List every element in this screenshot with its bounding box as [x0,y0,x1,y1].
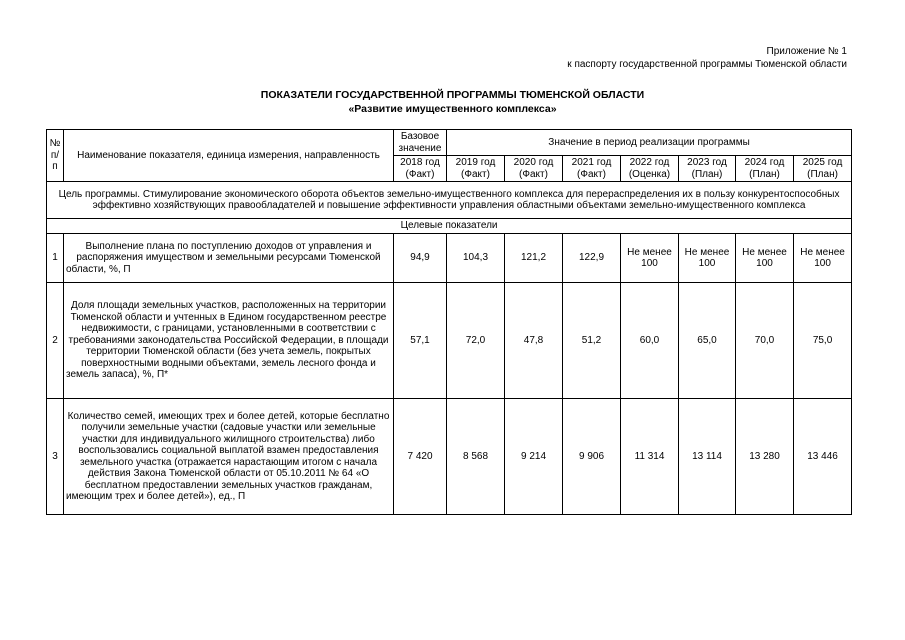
row-num: 1 [47,234,64,283]
program-goal: Цель программы. Стимулирование экономического оборота объектов земельно-имущественного комплекса для перераспределения их в пользу конкурентоспособных эффективно хозяйствующих правообладателей и повышение эффективности управления областными объектами земельно-имущественного комплекса [47,182,852,219]
header-year: 2021 год (Факт) [563,156,621,182]
header-year: 2022 год (Оценка) [621,156,679,182]
header-year: 2019 год (Факт) [447,156,505,182]
value-cell: 121,2 [505,234,563,283]
title-line-1: ПОКАЗАТЕЛИ ГОСУДАРСТВЕННОЙ ПРОГРАММЫ ТЮМЕНСКОЙ ОБЛАСТИ [260,89,645,101]
value-cell: 122,9 [563,234,621,283]
value-cell: 104,3 [447,234,505,283]
value-cell: 8 568 [447,399,505,515]
header-num: № п/п [47,130,64,182]
row-num: 3 [47,399,64,515]
table-row [47,283,852,399]
table-row [47,234,852,283]
section-row [47,219,852,234]
value-cell: 13 114 [679,399,736,515]
value-cell: Не менее 100 [736,234,794,283]
value-cell: 65,0 [679,283,736,399]
appendix-line-1: Приложение № 1 [766,46,847,57]
value-cell: 57,1 [394,283,447,399]
value-cell: 11 314 [621,399,679,515]
indicators-table [46,129,852,515]
value-cell: 70,0 [736,283,794,399]
table-row [47,399,852,515]
value-cell: 13 446 [794,399,852,515]
indicator-name: Доля площади земельных участков, расположенных на территории Тюменской области и учтенных в Едином государственном реестре недвижимости, с границами, установленными в соответствии с требованиями законодательства Российской Федерации, в площади территории Тюменской области (без учета земель, покрытых поверхностными водными объектами, земель лесного фонда и земель запаса), %, П* [64,283,394,399]
document-title [0,88,905,116]
value-cell: 9 906 [563,399,621,515]
value-cell: 51,2 [563,283,621,399]
header-year: 2024 год (План) [736,156,794,182]
value-cell: Не менее 100 [679,234,736,283]
header-year: 2023 год (План) [679,156,736,182]
indicator-name: Выполнение плана по поступлению доходов от управления и распоряжения имуществом и земельными ресурсами Тюменской области, %, П [64,234,394,283]
title-line-2: «Развитие имущественного комплекса» [348,103,557,115]
value-cell: 9 214 [505,399,563,515]
section-title: Целевые показатели [47,219,852,234]
header-row-1 [47,130,852,156]
value-cell: 7 420 [394,399,447,515]
appendix-note [567,45,847,71]
value-cell: Не менее 100 [621,234,679,283]
header-year: 2025 год (План) [794,156,852,182]
header-year: 2020 год (Факт) [505,156,563,182]
header-period: Значение в период реализации программы [447,130,852,156]
header-name: Наименование показателя, единица измерения, направленность [64,130,394,182]
value-cell: Не менее 100 [794,234,852,283]
indicator-name: Количество семей, имеющих трех и более детей, которые бесплатно получили земельные участки (садовые участки или земельные участки для индивидуального жилищного строительства) либо воспользовались социальной выплатой взамен предоставления земельного участка (отражается нарастающим итогом с начала действия Закона Тюменской области от 05.10.2011 № 64 «О бесплатном предоставлении земельных участков гражданам, имеющим трех и более детей»), ед., П [64,399,394,515]
appendix-line-2: к паспорту государственной программы Тюменской области [567,59,847,70]
value-cell: 47,8 [505,283,563,399]
header-year: 2018 год (Факт) [394,156,447,182]
goal-row [47,182,852,219]
value-cell: 75,0 [794,283,852,399]
value-cell: 60,0 [621,283,679,399]
value-cell: 94,9 [394,234,447,283]
value-cell: 72,0 [447,283,505,399]
header-base: Базовое значение [394,130,447,156]
row-num: 2 [47,283,64,399]
value-cell: 13 280 [736,399,794,515]
